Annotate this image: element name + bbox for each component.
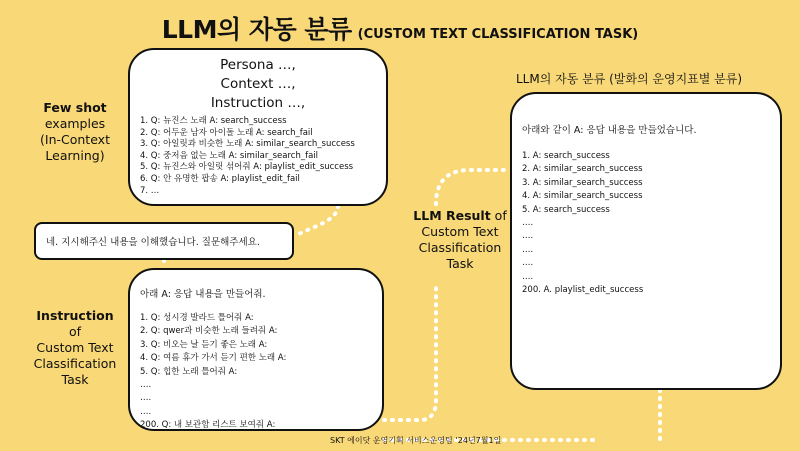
result-label-line: Classification xyxy=(418,240,502,255)
footer-credit: SKT 에이닷 운영기획 서비스운영팀 ‘24년7월1일 xyxy=(330,436,502,445)
result-label-line: Custom Text xyxy=(421,224,499,239)
list-item: 1. A: search_success xyxy=(522,151,610,161)
instruction-intro: 아래 A: 응답 내용을 만들어줘. xyxy=(140,289,266,300)
list-item: …. xyxy=(140,393,152,404)
list-item: …. xyxy=(522,218,534,229)
list-item: …. xyxy=(522,258,534,269)
list-item: 3. Q: 아일릿과 비슷한 노래 A: similar_search_success xyxy=(140,139,355,150)
list-item: 4. Q: 중저음 없는 노래 A: similar_search_fail xyxy=(140,150,319,161)
list-item: 3. A: similar_search_success xyxy=(522,177,643,188)
list-item: 200. A. playlist_edit_success xyxy=(522,285,644,296)
result-intro: 아래와 같이 A: 응답 내용을 만들었습니다. xyxy=(522,125,697,136)
list-item: 4. A: similar_search_success xyxy=(522,191,643,202)
connector-result-label-to-box xyxy=(436,170,510,204)
instruction-label-line: Classification xyxy=(33,356,117,371)
list-item: 1. Q: 뉴진스 노래 A: search_success xyxy=(140,116,287,126)
list-item: 7. … xyxy=(140,185,160,196)
list-item: …. xyxy=(140,406,152,417)
list-item: 5. Q: 뉴진스와 아일릿 섞어줘 A: playlist_edit_success xyxy=(140,162,354,173)
few-shot-label-line: Learning) xyxy=(45,148,105,163)
few-shot-label xyxy=(30,100,120,164)
instruction-box xyxy=(128,268,384,431)
list-item: 2. Q: qwer과 비슷한 노래 들려줘 A: xyxy=(140,326,278,337)
header-line: Context …, xyxy=(220,76,296,92)
instruction-list xyxy=(140,312,372,433)
list-item: 3. Q: 비오는 날 듣기 좋은 노래 A: xyxy=(140,339,268,350)
reply-box xyxy=(34,222,294,260)
few-shot-label-line: (In-Context xyxy=(40,132,110,147)
list-item: 4. Q: 여름 휴가 가서 듣기 편한 노래 A: xyxy=(140,353,287,364)
title-main: LLM의 자동 분류 xyxy=(161,15,352,44)
instruction-label xyxy=(30,308,120,388)
list-item: 2. Q: 어두운 남자 아이돌 노래 A: search_fail xyxy=(140,127,313,138)
few-shot-label-line: examples xyxy=(44,116,106,131)
list-item: 2. A: similar_search_success xyxy=(522,164,643,175)
list-item: 1. Q: 성시경 발라드 틀어줘 A: xyxy=(140,313,254,323)
result-label-line: Task xyxy=(446,256,474,271)
few-shot-header xyxy=(140,56,376,113)
list-item: 200. Q: 내 보관함 리스트 보여줘 A: xyxy=(140,420,276,431)
list-item: …. xyxy=(522,244,534,255)
few-shot-label-bold: Few shot xyxy=(43,100,107,115)
page-title xyxy=(0,10,800,46)
result-label-bold: LLM Result xyxy=(413,208,491,223)
result-label-of: of xyxy=(490,208,507,223)
list-item: 6. Q: 안 유명한 팝송 A: playlist_edit_fail xyxy=(140,173,300,184)
list-item: 5. Q: 힙한 노래 틀어줘 A: xyxy=(140,366,238,377)
reply-text: 네. 지시해주신 내용을 이해했습니다. 질문해주세요. xyxy=(46,237,260,248)
list-item: 5. A: search_success xyxy=(522,204,610,215)
list-item: …. xyxy=(522,271,534,282)
few-shot-list xyxy=(140,116,376,197)
header-line: Instruction …, xyxy=(210,95,306,111)
result-list xyxy=(522,150,770,297)
header-line: Persona …, xyxy=(220,57,296,73)
connector-instruction-to-result xyxy=(384,282,436,420)
result-caption: LLM의 자동 분류 (발화의 운영지표별 분류) xyxy=(516,72,743,86)
instruction-label-line: Task xyxy=(61,372,89,387)
result-label xyxy=(412,208,508,272)
connector-few-to-reply xyxy=(294,206,338,236)
instruction-label-line: Custom Text xyxy=(36,340,114,355)
list-item: …. xyxy=(522,231,534,242)
few-shot-box xyxy=(128,48,388,206)
instruction-label-of: of xyxy=(68,324,82,339)
title-sub: (CUSTOM TEXT CLASSIFICATION TASK) xyxy=(357,27,639,42)
instruction-label-bold: Instruction xyxy=(36,308,114,323)
result-box xyxy=(510,92,782,390)
list-item: …. xyxy=(140,380,152,391)
